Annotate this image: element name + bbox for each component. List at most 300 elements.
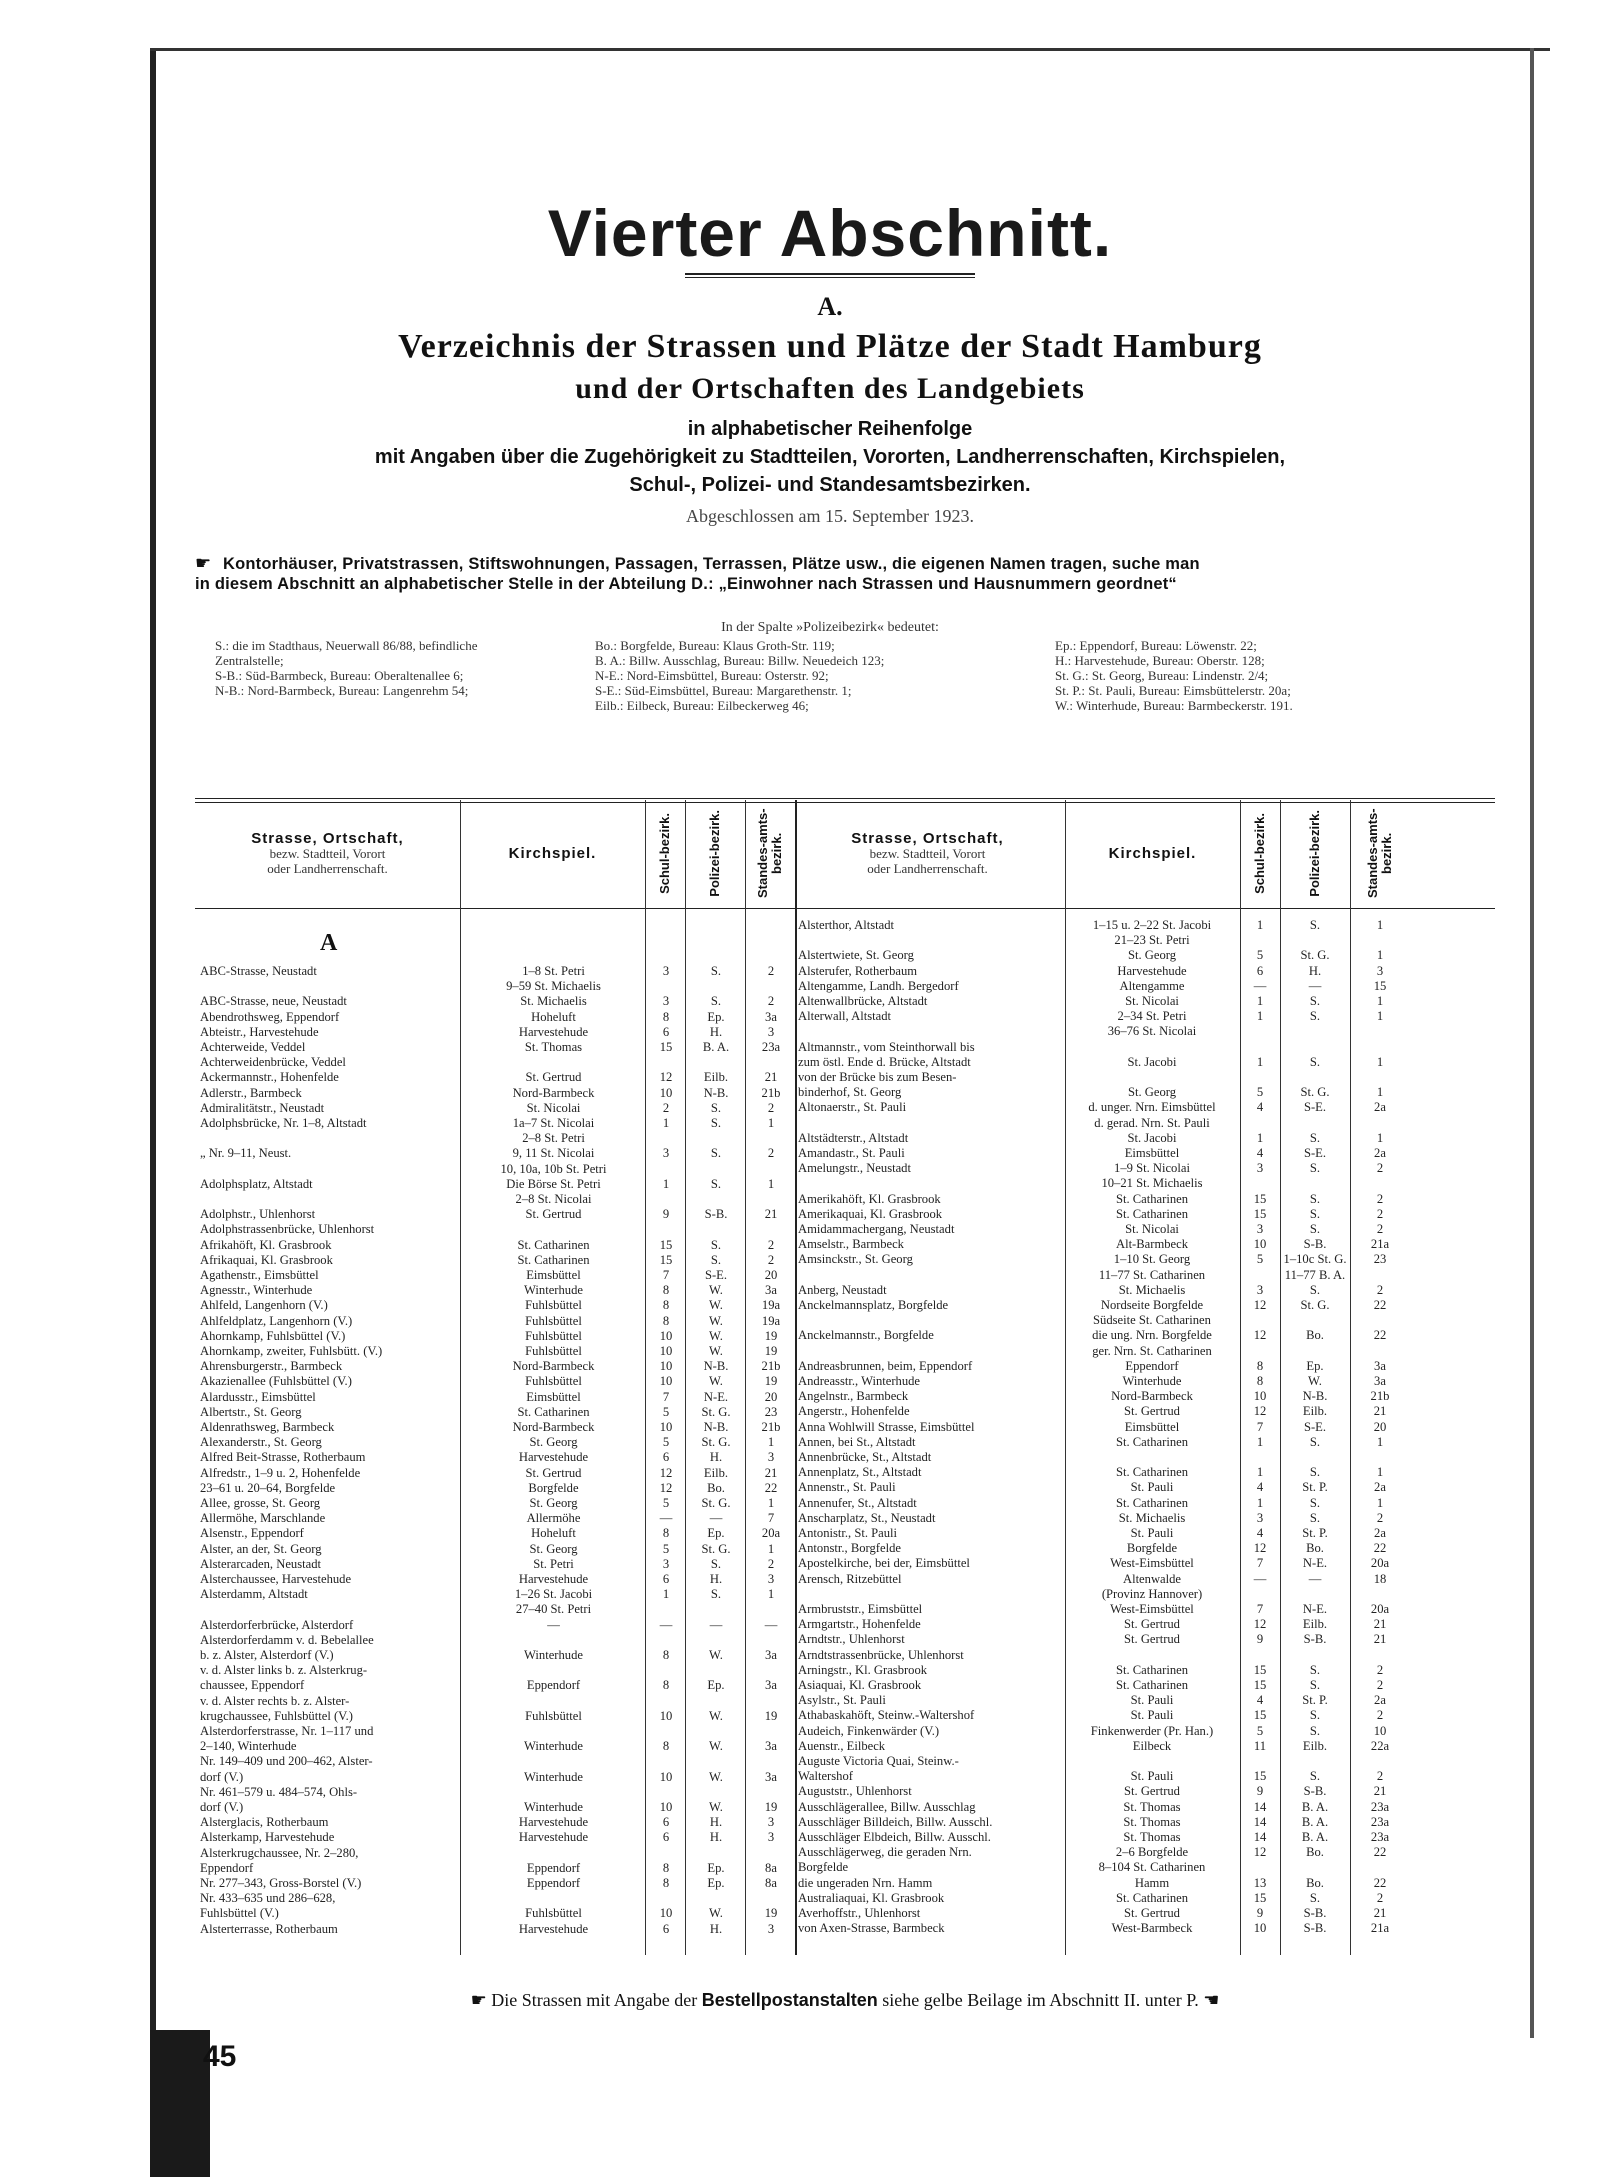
street-cell: Afrikaquai, Kl. Grasbrook [200,1252,333,1267]
kirchspiel-cell: Eimsbüttel [1124,1419,1180,1434]
kirchspiel-cell: 1–15 u. 2–22 St. Jacobi [1092,918,1212,932]
kirchspiel-cell: St. Catharinen [517,1404,590,1419]
street-cell: Alsterglacis, Rotherbaum [200,1815,329,1830]
kirchspiel-cell: Winterhude [524,1769,583,1784]
polizeibezirk-cell: S. [1309,1890,1321,1905]
kirchspiel-cell: St. Gertrud [525,1465,582,1480]
legend-title: In der Spalte »Polizeibezirk« bedeutet: [721,620,939,635]
kirchspiel-cell: 2–8 St. Nicolai [515,1192,592,1206]
title-underline [685,273,975,278]
standesamt-cell: 21 [1373,1906,1387,1920]
polizeibezirk-cell: S-E. [704,1268,728,1282]
legend-entry: Zentralstelle; [215,653,284,668]
street-cell: Alterwall, Altstadt [798,1009,892,1024]
street-cell: Ahlfeldplatz, Langenhorn (V.) [200,1313,353,1328]
standesamt-cell: 2 [767,1252,775,1267]
table-row [200,1861,795,1876]
street-cell: Aldenrathsweg, Barmbeck [200,1420,335,1434]
street-cell: Alfredstr., 1–9 u. 2, Hohenfelde [200,1465,361,1480]
table-row [200,1162,795,1177]
kirchspiel-cell: St. Catharinen [1115,1465,1189,1480]
street-cell: Albertstr., St. Georg [200,1404,302,1419]
standesamt-cell: 1 [1376,1009,1384,1024]
standesamt-cell: 21b [761,1085,781,1100]
legend-column-1 [215,638,477,698]
table-row [798,1648,1418,1663]
schulbezirk-cell: 7 [662,1389,670,1404]
schulbezirk-cell: 1 [1256,1054,1264,1069]
table-row [200,1314,795,1329]
polizeibezirk-cell: St. G. [1300,948,1330,963]
schulbezirk-cell: 10 [1253,1389,1267,1404]
pointing-hand-icon: ☛ [470,1990,487,2010]
polizeibezirk-cell: B. A. [1301,1830,1329,1844]
schulbezirk-cell: — [659,1617,673,1632]
standesamt-cell: 21b [761,1420,781,1434]
polizeibezirk-cell: S-B. [1303,1921,1327,1936]
kirchspiel-cell: Nordseite Borgfelde [1100,1298,1204,1312]
schulbezirk-cell: 7 [1256,1419,1264,1434]
schulbezirk-cell: 3 [1256,1510,1264,1525]
street-cell: Ahornkamp, zweiter, Fuhlsbütt. (V.) [200,1344,383,1358]
street-cell: Alsterchaussee, Harvestehude [200,1572,352,1586]
polizeibezirk-cell: S. [1309,1054,1321,1069]
kirchspiel-cell: Altenwalde [1122,1571,1182,1586]
street-cell: Waltershof [798,1769,853,1784]
standesamt-cell: 19a [761,1313,781,1328]
schulbezirk-cell: 3 [1256,1222,1264,1236]
schulbezirk-cell: 9 [1256,1784,1264,1799]
table-row [798,1496,1418,1511]
street-cell: Adlerstr., Barmbeck [200,1085,302,1100]
street-cell: Audeich, Finkenwärder (V.) [798,1723,940,1738]
street-cell: Alexanderstr., St. Georg [200,1435,322,1450]
table-row [798,1830,1418,1845]
schulbezirk-cell: 1 [1256,918,1264,932]
standesamt-cell: 3 [1376,963,1384,978]
kirchspiel-cell: St. Catharinen [517,1252,590,1267]
kirchspiel-cell: St. Thomas [524,1040,583,1054]
street-cell: Alsterarcaden, Neustadt [200,1556,321,1571]
table-row [798,1313,1418,1328]
table-row [798,1708,1418,1723]
kirchspiel-cell: Fuhlsbüttel [525,1374,582,1389]
table-row [200,1086,795,1101]
polizeibezirk-cell: St. P. [1302,1693,1328,1708]
kirchspiel-cell: Nord-Barmbeck [512,1085,595,1100]
standesamt-cell: 1 [1376,1130,1384,1145]
scan-edge-corner [150,2030,210,2177]
legend-entry: St. G.: St. Georg, Bureau: Lindenstr. 2/4; [1055,668,1269,683]
street-cell: „ Nr. 9–11, Neust. [200,1146,292,1161]
kirchspiel-cell: 11–77 St. Catharinen [1098,1267,1206,1282]
kirchspiel-cell: St. Catharinen [517,1237,590,1252]
polizeibezirk-cell: Ep. [707,1860,725,1875]
kirchspiel-cell: St. Thomas [1123,1830,1181,1844]
table-row [200,1040,795,1055]
kirchspiel-cell: St. Michaelis [1118,1282,1186,1297]
street-cell: v. d. Alster rechts b. z. Alster- [200,1693,350,1708]
kirchspiel-cell: St. Nicolai [526,1100,581,1115]
schulbezirk-cell: 14 [1253,1814,1267,1829]
polizeibezirk-cell: S. [710,1252,722,1267]
street-cell: Achterweidenbrücke, Veddel [200,1055,346,1070]
standesamt-cell: 21a [1370,1237,1390,1252]
polizeibezirk-cell: S. [1309,918,1321,932]
table-row [798,1815,1418,1830]
standesamt-cell: 3a [1374,1374,1386,1388]
schulbezirk-cell: 10 [659,1359,673,1374]
document-page [195,60,1515,2073]
schulbezirk-cell: 6 [662,1572,670,1586]
street-cell: Armgartstr., Hohenfelde [798,1617,921,1632]
subheading-line-3: Schul-, Polizei- und Standesamtsbezirken. [629,474,1031,496]
street-cell: Anckelmannsplatz, Borgfelde [798,1298,949,1312]
standesamt-cell: 1 [1376,918,1384,932]
kirchspiel-cell: St. Nicolai [1125,994,1179,1008]
standesamt-cell: 3 [767,1830,775,1845]
kirchspiel-cell: Fuhlsbüttel [525,1906,582,1921]
standesamt-cell: 21 [1373,1632,1387,1647]
schulbezirk-cell: 12 [659,1465,673,1480]
schulbezirk-cell: 3 [1256,1282,1264,1297]
street-cell: Borgfelde [798,1860,849,1875]
polizeibezirk-cell: S. [1309,1161,1321,1176]
table-row [200,1450,795,1465]
polizeibezirk-cell: B. A. [702,1040,730,1054]
legend-column-2 [595,638,884,713]
table-row [200,1359,795,1374]
street-cell: Afrikahöft, Kl. Grasbrook [200,1237,332,1252]
kirchspiel-cell: 1–26 St. Jacobi [514,1587,593,1602]
polizeibezirk-cell: S. [1309,1465,1321,1480]
legend-entry: Eilb.: Eilbeck, Bureau: Eilbeckerweg 46; [595,698,809,713]
kirchspiel-cell: St. Gertrud [525,1070,582,1085]
table-row [200,1526,795,1541]
table-row [798,1587,1418,1602]
street-cell: Ausschlägerweg, die geraden Nrn. [798,1845,972,1860]
schulbezirk-cell: 15 [1253,1890,1267,1905]
scan-edge-right [1530,48,1534,2038]
kirchspiel-cell: Fuhlsbüttel [525,1708,582,1723]
schulbezirk-cell: 12 [1253,1845,1267,1860]
polizeibezirk-cell: Bo. [1306,1328,1324,1343]
polizeibezirk-cell: Ep. [707,1678,725,1693]
schulbezirk-cell: 2 [662,1100,670,1115]
table-row [798,1404,1418,1419]
table-row [200,1800,795,1815]
table-row [798,1845,1418,1860]
street-cell: 2–140, Winterhude [200,1739,297,1754]
polizeibezirk-cell: S. [1309,1678,1321,1692]
polizeibezirk-cell: S. [1309,1222,1321,1236]
polizeibezirk-cell: S. [1309,1130,1321,1145]
col-header-polizei-left [685,808,745,898]
standesamt-cell: 8a [765,1876,777,1890]
schulbezirk-cell: 10 [659,1769,673,1784]
legend-entry: S-E.: Süd-Eimsbüttel, Bureau: Margarethenstr. 1; [595,683,852,698]
street-cell: Australiaquai, Kl. Grasbrook [798,1890,945,1905]
polizeibezirk-cell: S. [710,1176,722,1191]
polizeibezirk-cell: Ep. [1306,1358,1324,1373]
kirchspiel-cell: Fuhlsbüttel [525,1328,582,1343]
kirchspiel-cell: 10–21 St. Michaelis [1101,1176,1203,1191]
table-row [798,1298,1418,1313]
standesamt-cell: 1 [1376,1434,1384,1449]
polizeibezirk-cell: W. [709,1708,723,1723]
col-header-street-right [795,808,1060,898]
schulbezirk-cell: 12 [659,1070,673,1085]
kirchspiel-cell: Südseite St. Catharinen [1093,1313,1211,1328]
standesamt-cell: 2a [1374,1146,1386,1160]
table-row [798,1100,1418,1115]
standesamt-cell: 23 [1373,1252,1387,1267]
kirchspiel-cell: St. Pauli [1130,1708,1174,1723]
schulbezirk-cell: 10 [659,1328,673,1343]
legend-entry: S.: die im Stadthaus, Neuerwall 86/88, befindliche [215,638,478,653]
table-row [798,1724,1418,1739]
schulbezirk-cell: 9 [1256,1906,1264,1920]
schulbezirk-cell: 12 [659,1480,673,1495]
polizeibezirk-cell: S. [1309,994,1321,1008]
schulbezirk-cell: 8 [662,1876,670,1890]
polizeibezirk-cell: Eilb. [703,1465,729,1480]
page-title: Vierter Abschnitt. [547,196,1113,270]
kirchspiel-cell: Winterhude [1122,1374,1182,1388]
page-number: 45 [203,2040,237,2073]
polizeibezirk-cell: 1–10c St. G. [1283,1252,1347,1267]
polizeibezirk-cell: Ep. [707,1876,725,1890]
schulbezirk-cell: 5 [662,1541,670,1556]
schul-header-text: Schul-bezirk. [1252,812,1267,894]
standesamt-cell: 20a [761,1526,781,1541]
polizeibezirk-cell: S. [1309,1662,1321,1677]
street-cell: dorf (V.) [200,1769,244,1784]
table-row [798,1237,1418,1252]
polizeibezirk-cell: N-B. [703,1085,729,1100]
table-row [798,1040,1418,1055]
footer-note [195,1990,1495,2011]
table-row [798,1693,1418,1708]
table-row [200,1511,795,1526]
street-cell: Annenstr., St. Pauli [798,1480,896,1495]
kirchspiel-cell: Winterhude [524,1800,583,1814]
schulbezirk-cell: 3 [662,994,670,1009]
kirchspiel-cell: St. Nicolai [1125,1222,1179,1236]
kirchspiel-cell: Eppendorf [526,1678,581,1693]
polizeibezirk-cell: S. [710,964,722,978]
kirchspiel-cell: St. Jacobi [1127,1130,1177,1145]
table-row [798,1450,1418,1465]
kirchspiel-cell: Nord-Barmbeck [512,1359,595,1374]
table-row [798,1891,1418,1906]
table-row [798,1085,1418,1100]
polizeibezirk-cell: S. [1309,1769,1321,1784]
kirchspiel-cell: 1a–7 St. Nicolai [512,1116,595,1130]
schulbezirk-cell: 1 [662,1587,670,1602]
table-row [200,1724,795,1739]
kirchspiel-cell: St. Catharinen [1115,1206,1189,1221]
polizeibezirk-cell: W. [709,1739,723,1754]
heading-line-2: und der Ortschaften des Landgebiets [575,372,1085,405]
table-row [798,1526,1418,1541]
col-header-schul-left [645,808,685,898]
standesamt-cell: 3 [767,1572,775,1586]
street-cell: Altmannstr., vom Steinthorwall bis [798,1039,975,1054]
street-header-title: Strasse, Ortschaft, [251,829,404,847]
standesamt-cell: 22 [1373,1845,1387,1860]
pointing-hand-icon: ☛ [195,553,212,573]
kirchspiel-cell: Hoheluft [531,1009,576,1024]
street-cell: Alsenstr., Eppendorf [200,1526,304,1541]
kirchspiel-cell: St. Gertrud [1124,1906,1180,1920]
kirchspiel-cell: Winterhude [524,1739,583,1754]
schulbezirk-cell: 1 [1256,1434,1264,1449]
table-row [798,1176,1418,1191]
kirchspiel-cell: Eimsbüttel [526,1268,581,1282]
col-header-standes-left [745,808,795,898]
standesamt-cell: 1 [767,1116,775,1130]
schulbezirk-cell: 3 [662,964,670,978]
polizeibezirk-cell: — [1308,978,1322,993]
table-row [200,1906,795,1921]
kirchspiel-cell: St. Georg [1127,1085,1177,1100]
standesamt-cell: 21 [764,1207,778,1222]
polizei-header-text: Polizei-bezirk. [707,809,722,897]
polizeibezirk-cell: N-E. [1302,1602,1328,1616]
standesamt-cell: 1 [767,1587,775,1602]
footer-note-post: siehe gelbe Beilage im Abschnitt II. unter P. [882,1990,1199,2010]
kirchspiel-cell: Harvestehude [518,1572,589,1586]
schulbezirk-cell: 10 [659,1906,673,1921]
legend-entry: N-E.: Nord-Eimsbüttel, Bureau: Osterstr. 92; [595,668,829,683]
standesamt-cell: 15 [1373,978,1387,993]
legend-entry: H.: Harvestehude, Bureau: Oberstr. 128; [1055,653,1265,668]
col-header-street-left [195,808,460,898]
polizeibezirk-cell: W. [709,1800,723,1814]
schulbezirk-cell: 15 [659,1252,673,1267]
polizeibezirk-cell: W. [709,1328,723,1343]
polizeibezirk-cell: S. [1309,1206,1321,1221]
table-row [798,1906,1418,1921]
table-row [200,1010,795,1025]
street-cell: Allee, grosse, St. Georg [200,1496,321,1510]
street-cell: Antonstr., Borgfelde [798,1541,901,1556]
street-cell: Ausschlägerallee, Billw. Ausschlag [798,1799,976,1814]
legend-entry: W.: Winterhude, Bureau: Barmbeckerstr. 191. [1055,698,1293,713]
table-row [200,1268,795,1283]
polizeibezirk-cell: S. [1309,1282,1321,1297]
table-top-rule-2 [195,802,1495,803]
polizeibezirk-cell: S. [710,1587,722,1602]
legend-entry: St. P.: St. Pauli, Bureau: Eimsbüttelerstr. 20a; [1055,683,1291,698]
polizeibezirk-cell: St. G. [1300,1085,1330,1100]
polizeibezirk-cell: Eilb. [703,1070,729,1085]
standesamt-cell: 19 [764,1800,778,1814]
polizeibezirk-cell: Bo. [1306,1541,1324,1556]
kirchspiel-cell: St. Catharinen [1115,1678,1189,1692]
table-row [200,1481,795,1496]
schulbezirk-cell: 6 [1256,963,1264,978]
standesamt-cell: 21a [1370,1921,1390,1936]
schulbezirk-cell: 12 [1253,1328,1267,1343]
street-header-sub1: bezw. Stadtteil, Vorort [869,845,986,861]
schulbezirk-cell: 14 [1253,1830,1267,1844]
schulbezirk-cell: 5 [662,1496,670,1510]
standesamt-cell: 3a [765,1283,777,1298]
schulbezirk-cell: 8 [662,1298,670,1313]
table-row [798,1222,1418,1237]
kirchspiel-cell: St. Georg [1127,948,1177,963]
table-row [200,964,795,979]
kirchspiel-cell: Nord-Barmbeck [1111,1389,1193,1404]
kirchspiel-cell: 8–104 St. Catharinen [1098,1860,1206,1875]
polizeibezirk-cell: — [709,1511,723,1526]
street-cell: Anckelmannstr., Borgfelde [798,1328,934,1343]
standesamt-cell: 2 [767,1556,775,1571]
schulbezirk-cell: 6 [662,1815,670,1830]
standesamt-cell: 2 [1376,1282,1384,1297]
kirchspiel-cell: St. Georg [529,1541,578,1556]
schulbezirk-cell: 5 [662,1435,670,1450]
schulbezirk-cell: 10 [659,1420,673,1434]
table-row [200,1253,795,1268]
table-row [200,1557,795,1572]
table-row [798,1328,1418,1343]
street-cell: Adolphstrassenbrücke, Uhlenhorst [200,1222,375,1237]
polizeibezirk-cell: H. [709,1830,723,1845]
legend-entry: N-B.: Nord-Barmbeck, Bureau: Langenrehm 54; [215,683,469,698]
table-row [200,1694,795,1709]
table-row [798,1024,1418,1039]
polizeibezirk-cell: W. [709,1374,723,1389]
schulbezirk-cell: 1 [1256,1495,1264,1510]
kirchspiel-cell: 2–6 Borgfelde [1115,1845,1189,1860]
polizeibezirk-cell: W. [709,1906,723,1921]
table-row [200,1374,795,1389]
standesamt-cell: 3a [765,1678,777,1693]
table-row [200,1207,795,1222]
standesamt-cell: — [764,1617,778,1632]
table-row [798,1663,1418,1678]
table-header-rule [195,908,1495,909]
polizeibezirk-cell: S-B. [1303,1632,1327,1647]
polizeibezirk-cell: W. [709,1298,723,1313]
standesamt-cell: 19 [764,1906,778,1921]
table-row [200,1344,795,1359]
polizeibezirk-cell: H. [709,1921,723,1936]
schulbezirk-cell: 14 [1253,1799,1267,1814]
schulbezirk-cell: 8 [662,1313,670,1328]
col-header-standes-right [1350,808,1410,898]
polizeibezirk-cell: Bo. [1306,1845,1324,1860]
schulbezirk-cell: 6 [662,1830,670,1845]
kirchspiel-cell: Hamm [1134,1875,1170,1890]
closing-date: Abgeschlossen am 15. September 1923. [686,506,974,526]
footer-note-pre: Die Strassen mit Angabe der [491,1990,698,2010]
legend-entry: S-B.: Süd-Barmbeck, Bureau: Oberaltenallee 6; [215,668,464,683]
kirchspiel-cell: Winterhude [524,1648,583,1662]
standesamt-cell: 19 [764,1344,778,1358]
standesamt-cell: 22 [1373,1298,1387,1312]
standesamt-cell: 1 [1376,1495,1384,1510]
schulbezirk-cell: 15 [659,1237,673,1252]
street-cell: Akazienallee (Fuhlsbüttel (V.) [200,1374,352,1389]
polizeibezirk-cell: Eilb. [1302,1738,1328,1753]
kirchspiel-cell: Hoheluft [531,1526,576,1541]
standesamt-cell: 21 [1373,1404,1387,1419]
column-divider-center [795,800,797,1955]
